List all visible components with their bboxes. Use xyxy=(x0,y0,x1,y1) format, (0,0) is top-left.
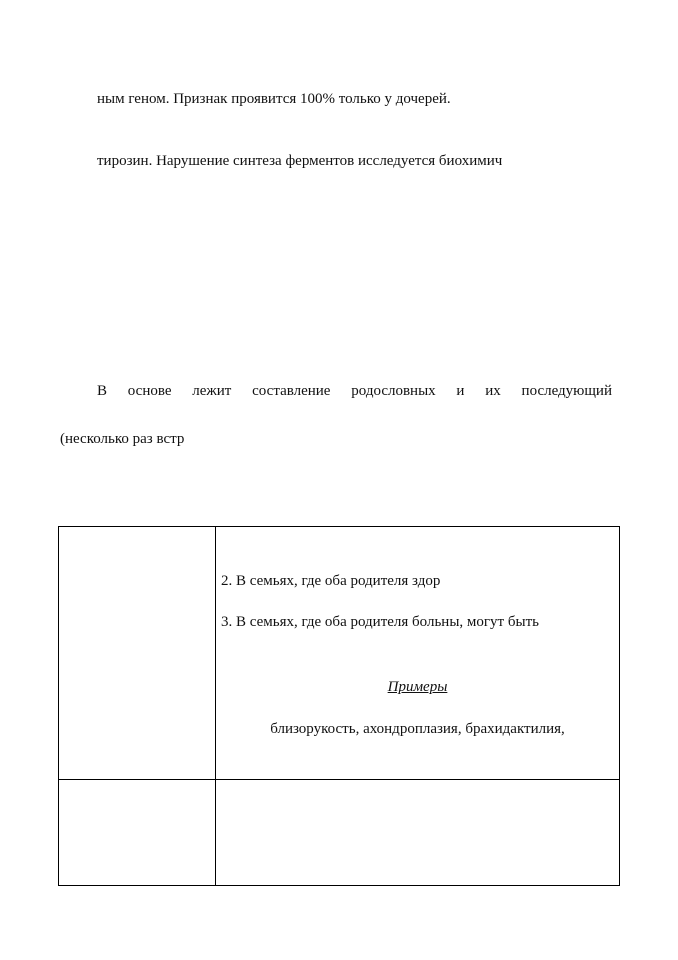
examples-heading: Примеры xyxy=(387,679,448,695)
table-cell-empty xyxy=(216,780,620,886)
examples-text: близорукость, ахондроплазия, брахидактилия, xyxy=(270,721,565,737)
table-cell-empty xyxy=(59,780,216,886)
table-row xyxy=(59,527,620,780)
list-item-3: 3. В семьях, где оба родителя больны, могут быть xyxy=(221,614,539,630)
paragraph-line-4: (несколько раз встр xyxy=(60,431,185,447)
table-cell-empty xyxy=(59,527,216,780)
table-row xyxy=(59,780,620,886)
inheritance-table xyxy=(58,526,620,886)
table-cell-description xyxy=(216,527,620,780)
paragraph-line-3: В основе лежит составление родословных и их последующий xyxy=(97,383,612,399)
paragraph-line-2: тирозин. Нарушение синтеза ферментов исследуется биохимич xyxy=(97,153,503,169)
list-item-2: 2. В семьях, где оба родителя здор xyxy=(221,573,441,589)
paragraph-line-1: ным геном. Признак проявится 100% только у дочерей. xyxy=(97,91,451,107)
